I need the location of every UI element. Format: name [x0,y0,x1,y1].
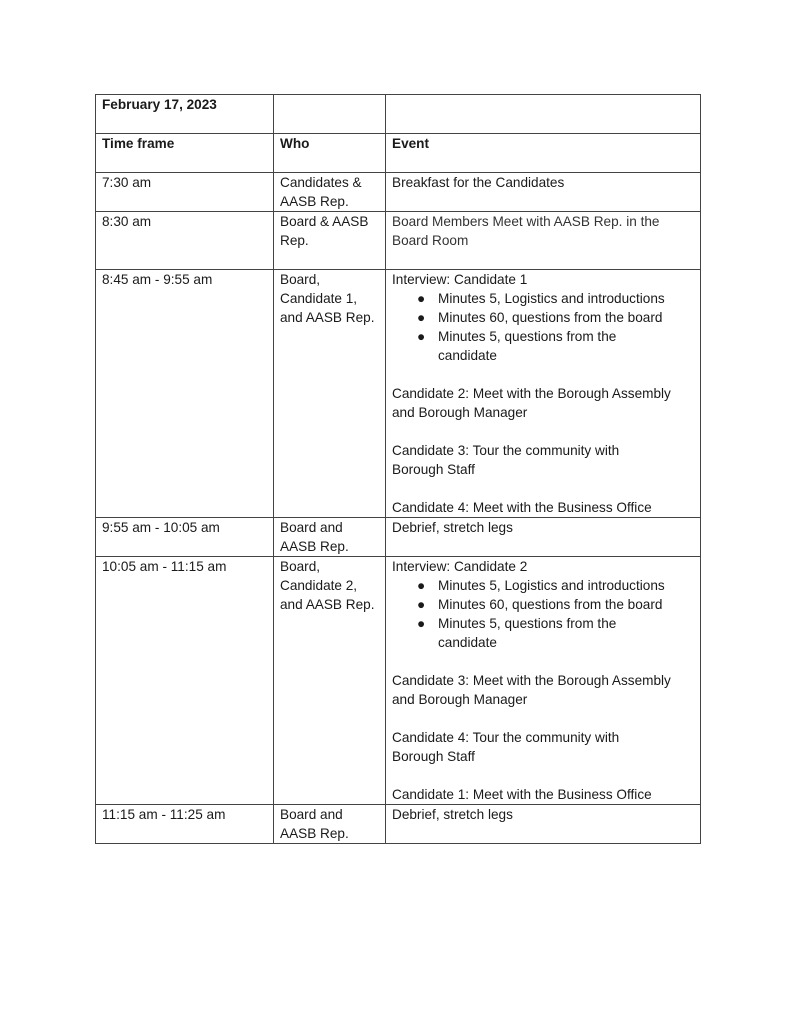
who-text: Board and AASB Rep. [280,807,349,841]
empty-cell [274,95,386,134]
event-title: Interview: Candidate 1 [392,272,528,287]
event-paragraph: Candidate 3: Meet with the Borough Assembly and Borough Manager [392,673,671,707]
event-paragraph: Candidate 4: Tour the community with Borough Staff [392,730,620,764]
time-cell [96,270,274,518]
bullet-text: Minutes 5, Logistics and introductions [438,578,665,593]
time-cell [96,805,274,844]
time-text: 8:45 am - 9:55 am [102,272,213,287]
empty-cell [386,95,701,134]
who-cell [274,270,386,518]
list-item [417,576,694,595]
list-item [417,289,694,308]
bullet-icon: ● [417,616,426,631]
list-item [417,327,694,365]
event-paragraph: Candidate 3: Tour the community with Borough Staff [392,443,620,477]
who-cell [274,805,386,844]
who-cell [274,557,386,805]
who-cell [274,173,386,212]
event-text: Board Members Meet with AASB Rep. in the Board Room [392,214,660,248]
time-cell [96,173,274,212]
bullet-list [392,289,694,365]
bullet-list [392,576,694,652]
table-row [96,557,701,805]
header-event: Event [386,134,701,173]
schedule-table [95,94,701,844]
who-text: Board and AASB Rep. [280,520,349,554]
time-cell [96,518,274,557]
event-cell [386,518,701,557]
event-text: Debrief, stretch legs [392,520,513,535]
who-text: Board, Candidate 2, and AASB Rep. [280,559,375,612]
event-text: Debrief, stretch legs [392,807,513,822]
bullet-text: Minutes 5, questions from the candidate [438,329,617,363]
bullet-text: Minutes 60, questions from the board [438,310,663,325]
list-item [417,595,694,614]
event-cell [386,557,701,805]
who-cell [274,212,386,270]
event-cell [386,805,701,844]
time-cell [96,557,274,805]
bullet-icon: ● [417,329,426,344]
bullet-icon: ● [417,291,426,306]
schedule-date: February 17, 2023 [96,95,274,134]
table-row [96,173,701,212]
bullet-icon: ● [417,310,426,325]
bullet-text: Minutes 60, questions from the board [438,597,663,612]
event-title: Interview: Candidate 2 [392,559,528,574]
event-paragraph: Candidate 1: Meet with the Business Office [392,787,652,802]
time-cell [96,212,274,270]
table-row [96,805,701,844]
event-cell [386,173,701,212]
bullet-icon: ● [417,597,426,612]
who-text: Board, Candidate 1, and AASB Rep. [280,272,375,325]
header-time: Time frame [96,134,274,173]
event-cell [386,212,701,270]
time-text: 9:55 am - 10:05 am [102,520,220,535]
event-cell [386,270,701,518]
time-text: 11:15 am - 11:25 am [102,807,226,822]
list-item [417,614,694,652]
bullet-text: Minutes 5, questions from the candidate [438,616,617,650]
who-text: Board & AASB Rep. [280,214,369,248]
time-text: 7:30 am [102,175,152,190]
bullet-text: Minutes 5, Logistics and introductions [438,291,665,306]
header-who: Who [274,134,386,173]
table-row [96,212,701,270]
time-text: 10:05 am - 11:15 am [102,559,227,574]
event-text: Breakfast for the Candidates [392,175,565,190]
table-row [96,270,701,518]
who-text: Candidates & AASB Rep. [280,175,362,209]
bullet-icon: ● [417,578,426,593]
event-paragraph: Candidate 4: Meet with the Business Office [392,500,652,515]
who-cell [274,518,386,557]
event-paragraph: Candidate 2: Meet with the Borough Assembly and Borough Manager [392,386,671,420]
header-row [96,134,701,173]
date-row [96,95,701,134]
table-row [96,518,701,557]
time-text: 8:30 am [102,214,152,229]
list-item [417,308,694,327]
